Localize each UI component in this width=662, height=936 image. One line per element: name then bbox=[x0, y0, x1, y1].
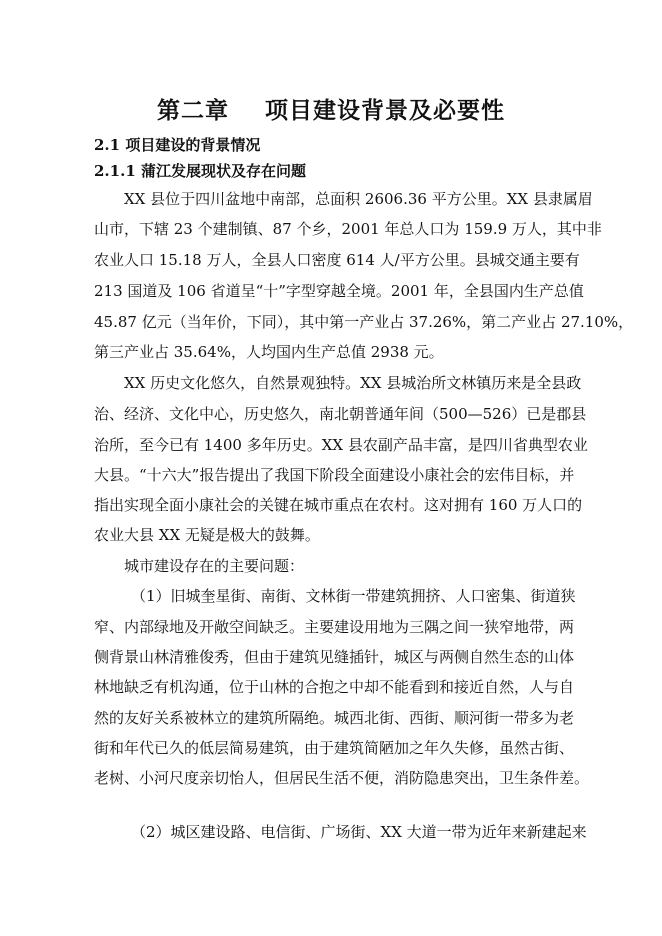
paragraph-2-line: 农业大县 XX 无疑是极大的鼓舞。 bbox=[94, 526, 320, 544]
paragraph-2-line: 大县。“十六大”报告提出了我国下阶段全面建设小康社会的宏伟目标，并 bbox=[94, 466, 575, 484]
section-heading: 2.1 项目建设的背景情况 bbox=[94, 136, 261, 154]
paragraph-2-line: 指出实现全面小康社会的关键在城市重点在农村。这对拥有 160 万人口的 bbox=[94, 496, 583, 514]
problem-1-line: 然的友好关系被林立的建筑所隔绝。城西北街、西街、顺河街一带多为老 bbox=[94, 709, 575, 727]
paragraph-2-line: 治所，至今已有 1400 多年历史。XX 县农副产品丰富，是四川省典型农业 bbox=[94, 436, 588, 454]
paragraph-1-line: XX 县位于四川盆地中南部，总面积 2606.36 平方公里。XX 县隶属眉 bbox=[124, 190, 593, 208]
problem-2-line: （2）城区建设路、电信街、广场街、XX 大道一带为近年来新建起来 bbox=[131, 823, 587, 841]
problems-intro: 城市建设存在的主要问题： bbox=[124, 557, 305, 575]
problem-1-line: 林地缺乏有机沟通，位于山林的合抱之中却不能看到和接近自然，人与自 bbox=[94, 678, 575, 696]
paragraph-2-line: 治、经济、文化中心，历史悠久，南北朝普通年间（500—526）已是郡县 bbox=[94, 405, 587, 423]
paragraph-1-line: 45.87 亿元（当年价，下同），其中第一产业占 37.26%，第二产业占 27.10%， bbox=[94, 313, 634, 331]
paragraph-1-line: 农业人口 15.18 万人，全县人口密度 614 人/平方公里。县城交通主要有 bbox=[94, 251, 580, 269]
problem-1-line: （1）旧城奎星街、南街、文林街一带建筑拥挤、人口密集、街道狭 bbox=[131, 587, 576, 605]
paragraph-1-line: 第三产业占 35.64%，人均国内生产总值 2938 元。 bbox=[94, 343, 444, 361]
paragraph-2-line: XX 历史文化悠久，自然景观独特。XX 县城治所文林镇历来是全县政 bbox=[124, 374, 582, 392]
paragraph-1-line: 山市，下辖 23 个建制镇、87 个乡，2001 年总人口为 159.9 万人，其中非 bbox=[94, 220, 602, 238]
problem-1-line: 街和年代已久的低层简易建筑，由于建筑简陋加之年久失修，虽然古街、 bbox=[94, 739, 575, 757]
paragraph-1-line: 213 国道及 106 省道呈“十”字型穿越全境。2001 年，全县国内生产总值 bbox=[94, 282, 584, 300]
problem-1-line: 窄、内部绿地及开敞空间缺乏。主要建设用地为三隅之间一狭窄地带，两 bbox=[94, 618, 575, 636]
subsection-heading: 2.1.1 蒲江发展现状及存在问题 bbox=[94, 162, 306, 180]
chapter-title: 第二章 项目建设背景及必要性 bbox=[156, 97, 506, 124]
problem-1-line: 老树、小河尺度亲切怡人，但居民生活不便，消防隐患突出，卫生条件差。 bbox=[94, 769, 590, 787]
problem-1-line: 侧背景山林清雅俊秀，但由于建筑见缝插针，城区与两侧自然生态的山体 bbox=[94, 648, 575, 666]
